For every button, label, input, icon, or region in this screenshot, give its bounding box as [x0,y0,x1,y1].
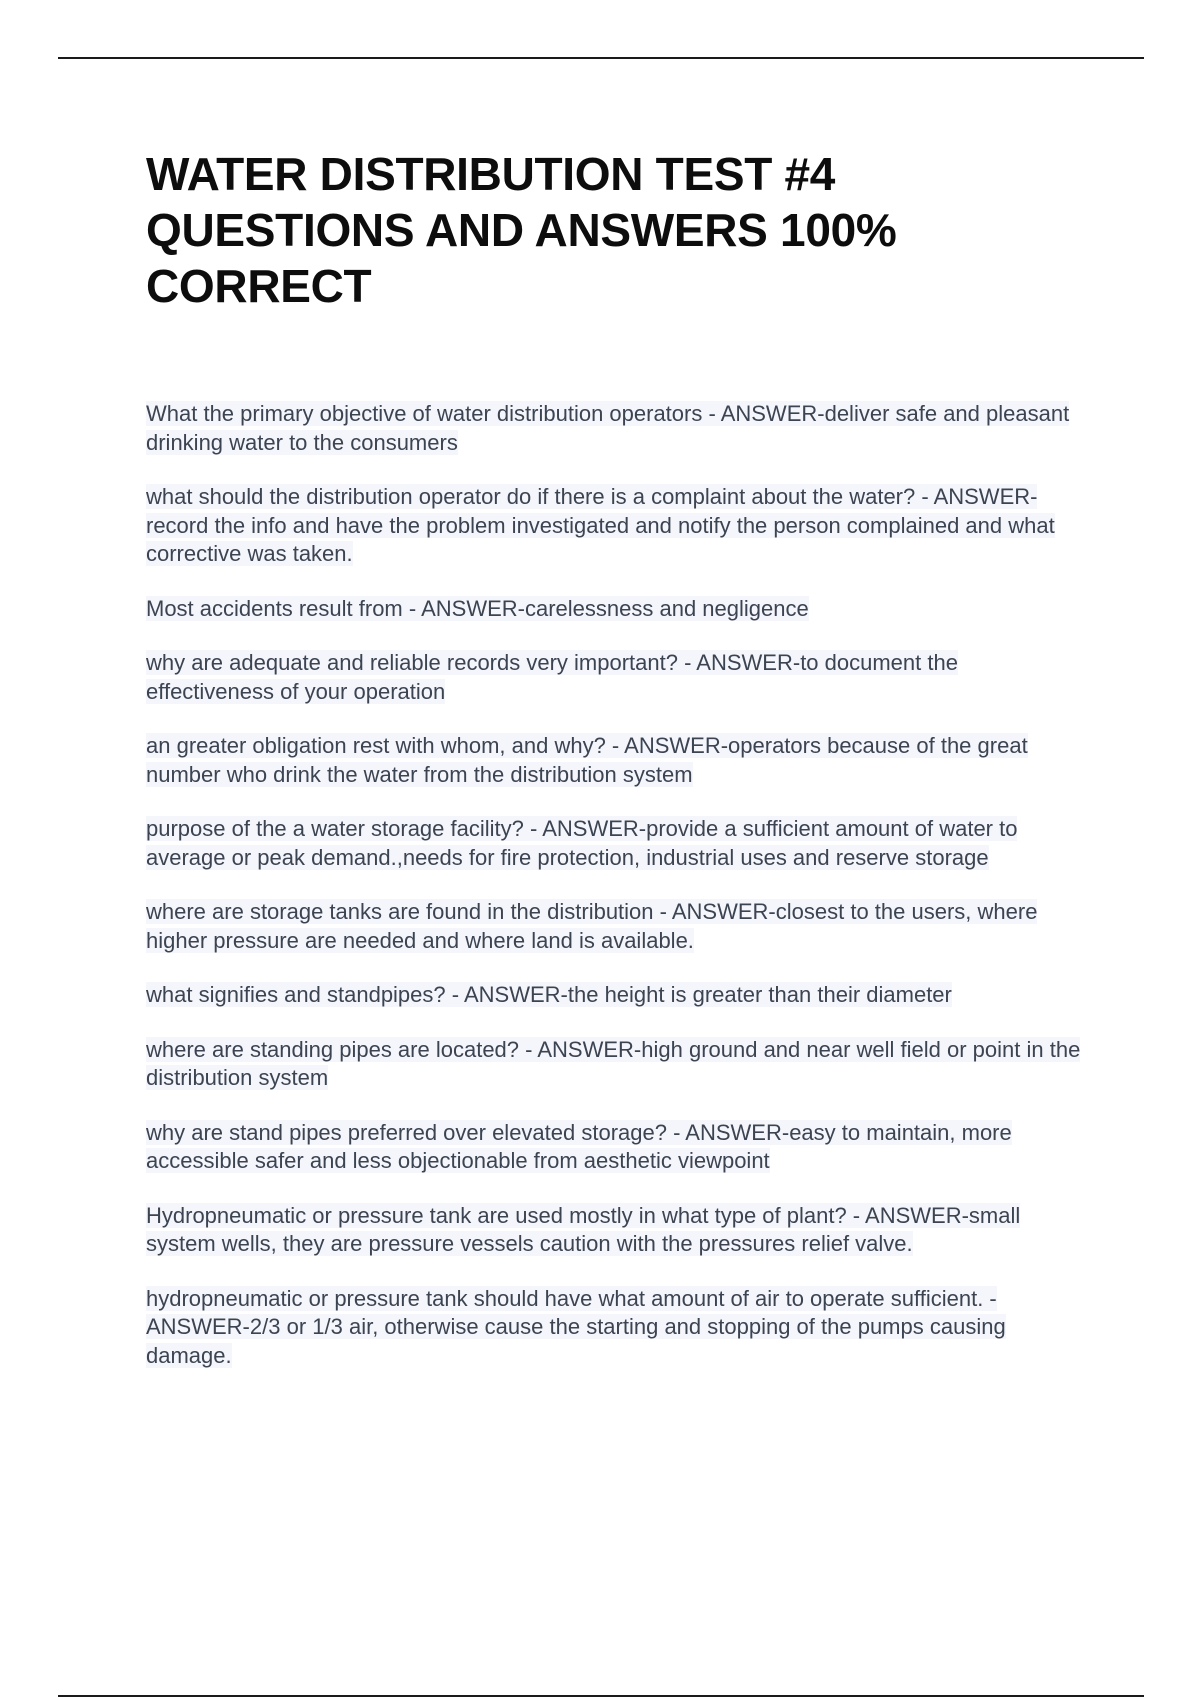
qa-item [146,649,1086,706]
qa-item [146,1285,1086,1371]
qa-text: an greater obligation rest with whom, and why? - ANSWER-operators because of the great number who drink the water from the distribution system [146,733,1028,787]
qa-item [146,483,1086,569]
document-body [146,146,1086,1396]
qa-text: hydropneumatic or pressure tank should have what amount of air to operate sufficient. - ANSWER-2/3 or 1/3 air, otherwise cause the starting and stopping of the pumps causing damage. [146,1285,1006,1368]
qa-text: what signifies and standpipes? - ANSWER-the height is greater than their diameter [146,982,952,1007]
top-rule [58,57,1144,59]
qa-text: purpose of the a water storage facility? - ANSWER-provide a sufficient amount of water to average or peak demand.,needs for fire protection, industrial uses and reserve storage [146,816,1018,870]
qa-item [146,400,1086,457]
document-title: WATER DISTRIBUTION TEST #4 QUESTIONS AND ANSWERS 100% CORRECT [146,148,897,312]
qa-item [146,1119,1086,1176]
qa-text: why are adequate and reliable records very important? - ANSWER-to document the effectiveness of your operation [146,650,958,704]
qa-item [146,732,1086,789]
qa-text: what should the distribution operator do if there is a complaint about the water? - ANSWER-record the info and have the problem investigated and notify the person complained and what corrective was taken. [146,484,1055,566]
qa-text: where are storage tanks are found in the distribution - ANSWER-closest to the users, where higher pressure are needed and where land is available. [146,899,1038,953]
qa-item [146,981,1086,1010]
qa-list [146,400,1086,1370]
qa-text: Hydropneumatic or pressure tank are used mostly in what type of plant? - ANSWER-small system wells, they are pressure vessels caution with the pressures relief valve. [146,1202,1021,1256]
bottom-rule [58,1695,1144,1697]
qa-text: What the primary objective of water distribution operators - ANSWER-deliver safe and pleasant drinking water to the consumers [146,401,1070,455]
qa-text: Most accidents result from - ANSWER-carelessness and negligence [146,595,809,621]
qa-item [146,1202,1086,1259]
qa-item [146,595,1086,624]
qa-text: where are standing pipes are located? - ANSWER-high ground and near well field or point in the distribution system [146,1036,1081,1090]
qa-text: why are stand pipes preferred over elevated storage? - ANSWER-easy to maintain, more accessible safer and less objectionable from aesthetic viewpoint [146,1119,1012,1173]
qa-item [146,1036,1086,1093]
qa-item [146,898,1086,955]
qa-item [146,815,1086,872]
